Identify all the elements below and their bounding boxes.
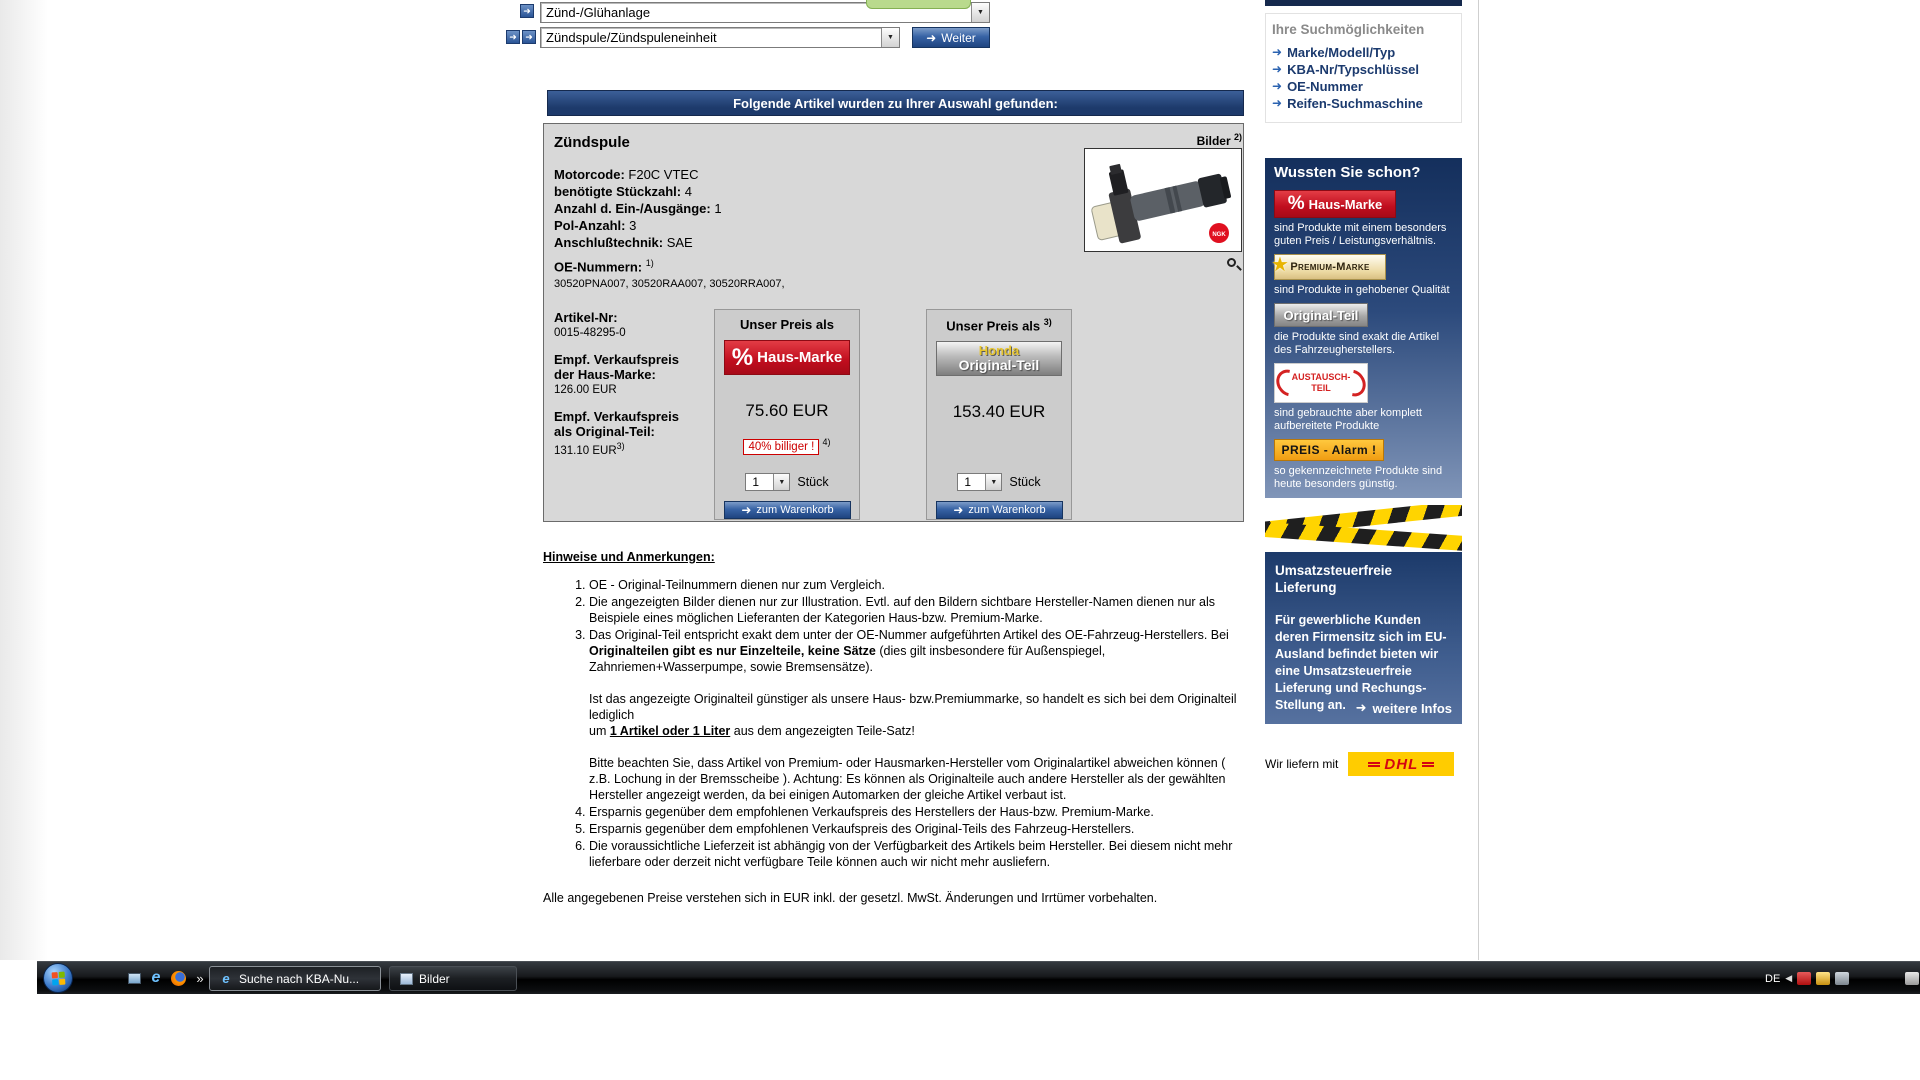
- quantity-row: [715, 473, 859, 491]
- artikel-nr-label: Artikel-Nr:: [554, 310, 618, 325]
- dropdown-arrow-icon[interactable]: ▼: [773, 474, 789, 490]
- vat-body: Für gewerbliche Kunden deren Firmensitz sich im EU-Ausland befindet bieten wir eine Umsatzsteuerfreie Lieferung und Rechungs-Stellung an.: [1275, 613, 1447, 712]
- unit-label: Stück: [797, 475, 829, 489]
- preis-alarm-badge: PREIS - Alarm !: [1274, 439, 1384, 461]
- vat-free-box: [1265, 552, 1462, 724]
- promo-title: Wussten Sie schon?: [1274, 164, 1421, 181]
- weiter-button-label: Weiter: [941, 30, 976, 45]
- original-teil-badge: Original-Teil: [1274, 303, 1368, 327]
- oe-numbers: 30520PNA007, 30520RAA007, 30520RRA007,: [554, 278, 785, 291]
- taskbar-task-bilder[interactable]: Bilder: [389, 966, 517, 991]
- note-item: 1. OE - Original-Teilnummern dienen nur zum Vergleich.: [589, 577, 1249, 593]
- magnifier-icon[interactable]: [1226, 257, 1242, 273]
- arrow-icon: ➜: [522, 30, 536, 44]
- quicklaunch-firefox[interactable]: [169, 969, 187, 987]
- tray-language-indicator[interactable]: DE: [1765, 972, 1781, 985]
- hazard-stripes: [1265, 505, 1462, 553]
- notes-list: [543, 577, 1249, 870]
- promo-text: die Produkte sind exakt die Artikel des Fahrzeugherstellers.: [1274, 331, 1440, 356]
- oe-numbers-block: OE-Nummern: $^{1)}$ 30520PNA007, 30520RAA007, 30520RRA007,: [554, 258, 785, 291]
- subcategory-select-value: Zündspule/Zündspuleneinheit: [546, 30, 717, 45]
- star-icon: ★: [1271, 254, 1290, 276]
- firefox-icon: [171, 971, 186, 986]
- sidebar-item-oe-nummer[interactable]: ➜ OE-Nummer: [1272, 79, 1363, 94]
- arrow-icon: ➜: [1272, 45, 1283, 59]
- spec-row: Anschlußtechnik: SAE: [554, 235, 693, 250]
- dropdown-arrow-icon[interactable]: ▼: [881, 28, 899, 47]
- quicklaunch-internet-explorer[interactable]: [147, 969, 165, 987]
- note-item: 6. Die voraussichtliche Lieferzeit ist abhängig von der Verfügbarkeit des Artikels beim Hersteller. Bei diesem nicht mehr lieferbare oder derzeit nicht verfügbare Teile können auch wir nicht mehr ausliefern.: [589, 838, 1249, 870]
- price-footer: Alle angegebenen Preise verstehen sich in EUR inkl. der gesetzl. MwSt. Änderungen und Irrtümer vorbehalten.: [543, 891, 1158, 905]
- dhl-logo: DHL: [1348, 752, 1454, 776]
- svg-text:NGK: NGK: [1212, 232, 1226, 238]
- artikel-nr-value: 0015-48295-0: [554, 327, 626, 339]
- arrow-icon: ➜: [926, 30, 937, 45]
- arrow-icon: ➜: [506, 30, 520, 44]
- spec-row: Pol-Anzahl: 3: [554, 218, 637, 233]
- offer-house-price: 75.60 EUR: [745, 401, 829, 420]
- haus-marke-badge: % Haus-Marke: [1274, 190, 1396, 218]
- tray-antivirus-icon[interactable]: [1797, 972, 1811, 985]
- spec-row: Motorcode: F20C VTEC: [554, 167, 699, 182]
- arrow-icon: ➜: [953, 503, 964, 517]
- tray-monitor-icon[interactable]: [1835, 972, 1849, 985]
- note-item: 2. Die angezeigten Bilder dienen nur zur Illustration. Evtl. auf den Bildern sichtbare Hersteller-Namen dienen nur als Beispiele eines möglichen Lieferanten der Kategorien Haus-bzw. Premium-Marke.: [589, 594, 1249, 626]
- search-options-box: [1265, 13, 1462, 123]
- promo-text: sind Produkte in gehobener Qualität: [1274, 284, 1450, 296]
- weitere-infos-link[interactable]: ➜ weitere Infos: [1355, 700, 1452, 716]
- sidebar-separator: [1478, 0, 1479, 960]
- quantity-select[interactable]: 1 ▼: [745, 473, 790, 491]
- msrp-oem-value: 131.10 EUR$^{3)}$: [554, 441, 625, 457]
- offer-house-header: Unser Preis als: [740, 317, 834, 332]
- oe-label: OE-Nummern:: [554, 259, 643, 275]
- premium-marke-badge: ★ Premium-Marke: [1274, 254, 1386, 280]
- product-image[interactable]: [1084, 148, 1242, 252]
- note-item: 4. Ersparnis gegenüber dem empfohlenen Verkaufspreis des Herstellers der Haus-bzw. Premium-Marke.: [589, 804, 1249, 820]
- arrow-icon: ➜: [1355, 700, 1367, 715]
- msrp-house-value: 126.00 EUR: [554, 384, 617, 396]
- windows-logo-icon: [52, 972, 66, 986]
- ignition-coil-image: [1085, 149, 1241, 251]
- delivery-label: Wir liefern mit: [1265, 757, 1339, 771]
- vat-title: Umsatzsteuerfreie Lieferung: [1275, 563, 1393, 595]
- unit-label: Stück: [1009, 475, 1041, 489]
- product-card: [543, 123, 1244, 522]
- quicklaunch-show-desktop[interactable]: [125, 969, 143, 987]
- weiter-button[interactable]: [912, 27, 990, 48]
- search-options-title: Ihre Suchmöglichkeiten: [1272, 22, 1425, 37]
- note-item: 5. Ersparnis gegenüber dem empfohlenen Verkaufspreis des Original-Teils des Fahrzeug-Herstellers.: [589, 821, 1249, 837]
- offer-house-box: [714, 309, 860, 520]
- add-to-cart-button[interactable]: ➜ zum Warenkorb: [724, 501, 851, 519]
- offer-oem-header: Unser Preis als $^{3)}$: [946, 317, 1052, 334]
- note-item: 3. Das Original-Teil entspricht exakt dem unter der OE-Nummer aufgeführten Artikel des OE-Fahrzeug-Herstellers. Bei Originalteilen gibt es nur Einzelteile, keine Sätze (dies gilt insbesondere für Außenspiegel, Zahnriemen+Wasserpumpe, sowie Bremsensätze). Ist das angezeigte Originalteil günstiger als unsere Haus- bzw.Premiummarke, so handelt es sich bei dem Originalteil lediglich um 1 Artikel oder 1 Liter aus dem angezeigten Teile-Satz! Bitte beachten Sie, dass Artikel von Premium- oder Hausmarken-Hersteller vom Originalartikel abweichen können ( z.B. Lochung in der Bremsscheibe ). Achtung: Es können als Originalteile auch andere Hersteller als der gewählten Hersteller angezeigt werden, da bei einigen Automarken der gleiche Artikel verbaut ist.: [589, 627, 1249, 803]
- notes-title: Hinweise und Anmerkungen:: [543, 550, 715, 564]
- arrow-icon: ➜: [1272, 96, 1283, 110]
- tray-printer-icon[interactable]: [1905, 972, 1919, 985]
- price-info-column: Artikel-Nr: 0015-48295-0 Empf. Verkaufspreis der Haus-Marke: 126.00 EUR Empf. Verkaufspreis als Original-Teil: 131.10 EUR$^{3)}$: [554, 310, 724, 470]
- desktop-icon: [128, 973, 141, 984]
- delivery-row: [1265, 752, 1462, 776]
- product-title: Zündspule: [554, 134, 630, 151]
- system-tray: [1765, 962, 1849, 995]
- promo-text: so gekennzeichnete Produkte sind heute besonders günstig.: [1274, 465, 1443, 490]
- sidebar-top-strip: [1265, 0, 1462, 6]
- discount-badge: 40% billiger ! $^{4)}$: [715, 437, 859, 455]
- honda-original-badge: Honda Original-Teil: [936, 341, 1062, 376]
- add-to-cart-button[interactable]: ➜ zum Warenkorb: [936, 501, 1063, 519]
- offer-oem-price: 153.40 EUR: [952, 402, 1046, 422]
- sidebar-item-marke-modell-typ[interactable]: ➜ Marke/Modell/Typ: [1272, 45, 1396, 60]
- subcategory-select[interactable]: [540, 27, 900, 48]
- internet-explorer-icon: e: [222, 971, 230, 986]
- tray-app-icon[interactable]: [1816, 972, 1830, 985]
- bilder-label: Bilder $^{2)}$: [1196, 132, 1242, 148]
- promo-text: sind Produkte mit einem besonders guten Preis / Leistungsverhältnis.: [1274, 222, 1447, 247]
- arrow-icon: ➜: [520, 4, 534, 18]
- dropdown-arrow-icon[interactable]: ▼: [985, 474, 1001, 490]
- arrow-icon: ➜: [1272, 79, 1283, 93]
- arrow-icon: ➜: [741, 503, 752, 517]
- tray-collapse-icon[interactable]: ◀: [1785, 973, 1793, 983]
- sidebar-item-kba-nr[interactable]: ➜ KBA-Nr/Typschlüssel: [1272, 62, 1420, 77]
- offer-oem-box: [926, 309, 1072, 520]
- results-header: Folgende Artikel wurden zu Ihrer Auswahl gefunden:: [547, 90, 1244, 116]
- internet-explorer-icon: e: [151, 969, 161, 986]
- promo-box: [1265, 158, 1462, 498]
- page-left-fade: [0, 0, 48, 960]
- spec-row: benötigte Stückzahl: 4: [554, 184, 692, 199]
- quantity-select[interactable]: 1 ▼: [957, 473, 1002, 491]
- category-select-value: Zünd-/Glühanlage: [546, 5, 651, 20]
- quicklaunch-overflow-chevron[interactable]: »: [196, 970, 204, 986]
- start-button[interactable]: [43, 963, 73, 993]
- dropdown-arrow-icon[interactable]: ▼: [971, 3, 989, 22]
- taskbar: [37, 961, 1920, 994]
- product-specs: [554, 166, 722, 251]
- promo-text: sind gebrauchte aber komplett aufbereitete Produkte: [1274, 407, 1422, 432]
- austausch-teil-badge: AUSTAUSCH- TEIL: [1274, 363, 1368, 403]
- spec-row: Anzahl d. Ein-/Ausgänge: 1: [554, 201, 722, 216]
- curved-arrow-icon: [1335, 365, 1371, 402]
- sidebar-item-reifen-suchmaschine[interactable]: ➜ Reifen-Suchmaschine: [1272, 96, 1423, 111]
- taskbar-task-search[interactable]: e Suche nach KBA-Nu...: [209, 966, 381, 991]
- haus-marke-badge: % Haus-Marke: [724, 340, 850, 375]
- curved-arrow-icon: [1271, 365, 1307, 402]
- window-icon: [399, 972, 413, 986]
- tooltip-fragment: [866, 0, 971, 9]
- notes-section: [543, 549, 1249, 906]
- arrow-icon: ➜: [1272, 62, 1283, 76]
- quantity-row: [927, 473, 1071, 491]
- system-tray-right: [1905, 962, 1920, 995]
